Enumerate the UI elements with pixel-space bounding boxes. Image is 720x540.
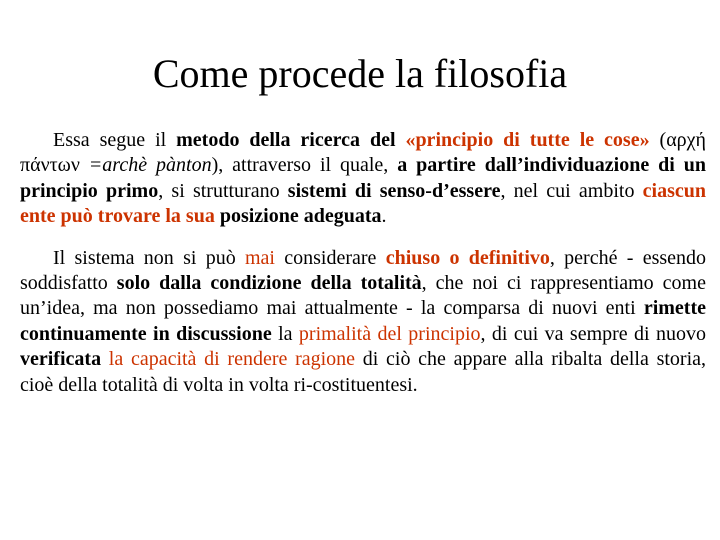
slide-body [20, 128, 706, 398]
text-segment: considerare [274, 246, 386, 269]
text-segment: la [271, 322, 299, 345]
text-segment: a partire dall’individuazione di un principio primo [20, 154, 706, 202]
text-segment: . [381, 205, 387, 228]
text-segment: rimette continuamente in discussione [20, 297, 706, 345]
text-segment [101, 348, 109, 370]
text-segment: , si strutturano [158, 179, 288, 202]
slide-title: Come procede la filosofia [152, 51, 568, 96]
highlight-segment: la capacità di rendere ragione [108, 348, 356, 371]
text-segment: , che noi ci rappresentiamo come un’idea, ma non possediamo mai attualmente - la comparsa di nuovi enti [20, 272, 706, 320]
highlight-segment: mai [244, 246, 275, 269]
text-segment: sistemi di senso-d’essere [287, 179, 501, 202]
text-segment: Il sistema non si può [53, 246, 245, 269]
highlight-segment: ciascun ente può trovare la sua [20, 179, 707, 228]
text-segment: verificata [20, 348, 102, 371]
paragraph-method [20, 128, 706, 230]
text-segment: (αρχή πάντων [20, 129, 706, 177]
text-segment: , perché - essendo soddisfatto [20, 246, 707, 295]
text-segment: di ciò che appare alla ribalta della storia, cioè della totalità di volta in volta ri-costituentesi. [20, 348, 706, 396]
text-segment: Essa segue il [53, 129, 177, 151]
text-segment: ), attraverso il quale, [211, 154, 398, 177]
paragraph-system [20, 246, 706, 398]
text-segment: solo dalla condizione della totalità [116, 272, 422, 295]
highlight-segment: chiuso o definitivo [385, 246, 550, 269]
text-segment: , di cui va sempre di nuovo [480, 322, 706, 345]
highlight-segment: primalità del principio [298, 322, 481, 345]
text-segment: metodo della ricerca del [176, 129, 406, 151]
text-segment: , nel cui ambito [500, 179, 643, 202]
text-segment: posizione adeguata [219, 205, 382, 228]
highlight-segment: «principio di tutte le cose» [405, 129, 650, 151]
text-segment: =archè pànton [88, 154, 212, 177]
